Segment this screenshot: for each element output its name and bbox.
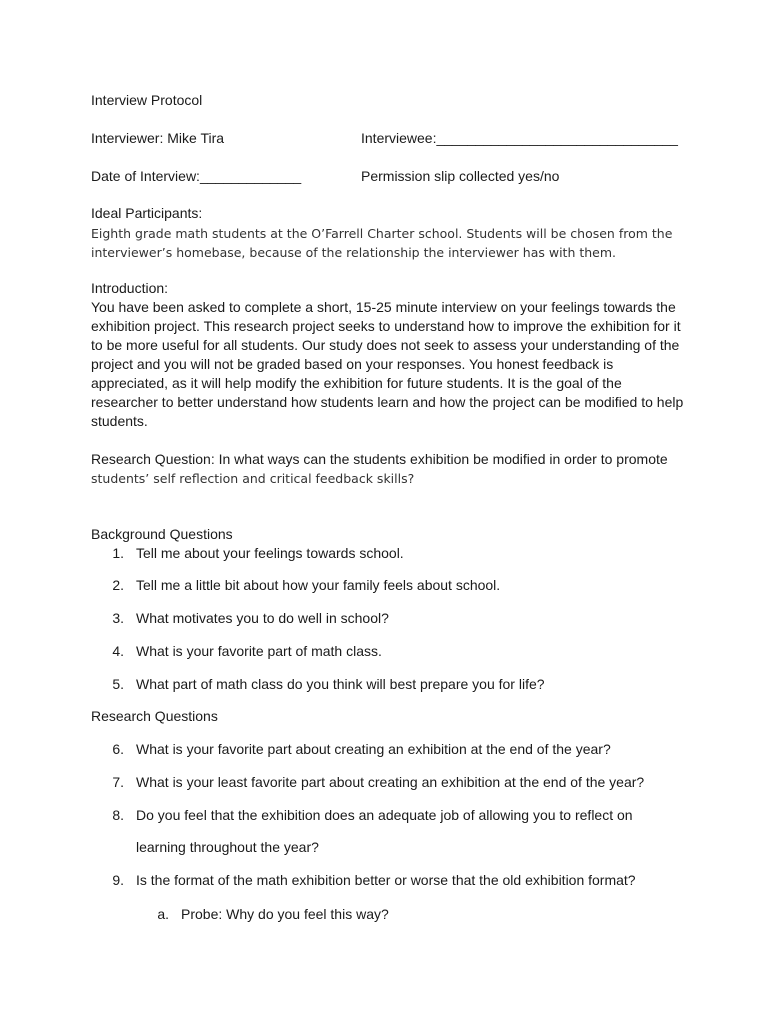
introduction-line: appreciated, as it will help modify the exhibition for future students. It is the goal of the	[91, 375, 622, 391]
research-question-line: students’ self reflection and critical feedback skills?	[91, 471, 415, 486]
list-number: 8.	[112, 807, 124, 823]
research-question-line: Research Question: In what ways can the students exhibition be modified in order to promote	[91, 451, 668, 467]
interviewee-field: Interviewee:_______________________________	[361, 130, 678, 146]
introduction-line: exhibition project. This research project seeks to understand how to improve the exhibition for it	[91, 318, 681, 334]
list-item: Is the format of the math exhibition better or worse that the old exhibition format?	[136, 872, 636, 888]
permission-field: Permission slip collected yes/no	[361, 168, 560, 184]
list-item: Tell me a little bit about how your family feels about school.	[136, 577, 501, 593]
list-number: 1.	[112, 545, 124, 561]
document-title: Interview Protocol	[91, 92, 203, 108]
introduction-line: students.	[91, 413, 148, 429]
list-item: What is your favorite part about creating an exhibition at the end of the year?	[136, 741, 611, 757]
introduction-line: researcher to better understand how students learn and how the project can be modified to help	[91, 394, 684, 410]
list-number: 4.	[112, 643, 124, 659]
introduction-line: You have been asked to complete a short, 15-25 minute interview on your feelings towards the	[91, 299, 676, 315]
ideal-participants-line: Eighth grade math students at the O’Farrell Charter school. Students will be chosen from the	[91, 226, 673, 241]
ideal-participants-heading: Ideal Participants:	[91, 205, 203, 221]
list-number: 9.	[112, 872, 124, 888]
sub-list-letter: a.	[157, 906, 169, 922]
research-questions-heading: Research Questions	[91, 708, 218, 724]
interviewer-field: Interviewer: Mike Tira	[91, 130, 225, 146]
introduction-line: to be more useful for all students. Our study does not seek to assess your understanding of the	[91, 337, 680, 353]
sub-list-item: Probe: Why do you feel this way?	[181, 906, 389, 922]
list-item-continuation: learning throughout the year?	[136, 839, 319, 855]
list-item: Tell me about your feelings towards school.	[136, 545, 404, 561]
ideal-participants-line: interviewer’s homebase, because of the relationship the interviewer has with them.	[91, 245, 617, 260]
list-number: 3.	[112, 610, 124, 626]
list-number: 6.	[112, 741, 124, 757]
list-item: Do you feel that the exhibition does an adequate job of allowing you to reflect on	[136, 807, 633, 823]
list-number: 2.	[112, 577, 124, 593]
list-item: What is your favorite part of math class.	[136, 643, 382, 659]
list-number: 7.	[112, 774, 124, 790]
list-item: What is your least favorite part about creating an exhibition at the end of the year?	[136, 774, 645, 790]
introduction-heading: Introduction:	[91, 280, 169, 296]
list-item: What part of math class do you think will best prepare you for life?	[136, 676, 545, 692]
list-item: What motivates you to do well in school?	[136, 610, 389, 626]
background-heading: Background Questions	[91, 526, 233, 542]
date-field: Date of Interview:_____________	[91, 168, 302, 184]
list-number: 5.	[112, 676, 124, 692]
introduction-line: project and you will not be graded based on your responses. You honest feedback is	[91, 356, 614, 372]
